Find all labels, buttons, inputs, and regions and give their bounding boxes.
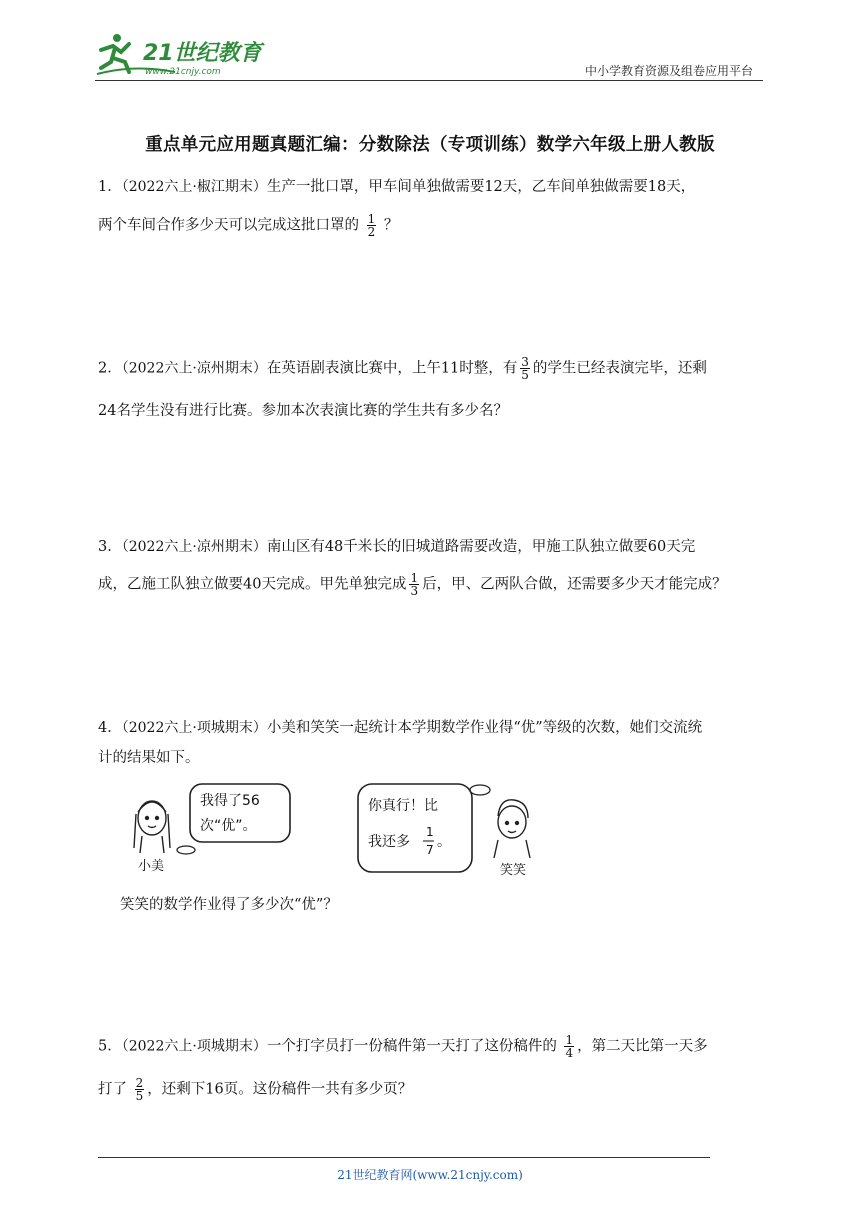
question-2-line-1: 2．（2022六上·凉州期末）在英语剧表演比赛中，上午11时整，有 $\frac{3}{5}$ 的学生已经表演完毕，还剩 [98,355,707,382]
bubble-2-line-1: 你真行！比 [368,798,438,814]
question-3-line-2: 成，乙施工队独立做要40天完成。甲先单独完成 $\frac{1}{3}$ 后，甲、乙两队合做，还需要多少天才能完成？ [98,571,727,598]
question-4-line-2: 计的结果如下。 [98,750,200,766]
platform-label: 中小学教育资源及组卷应用平台 [584,64,753,78]
bubble-2-frac-n: 1 [426,825,434,839]
fraction: $\frac{3}{5}$ [521,355,529,382]
fraction: $\frac{1}{4}$ [565,1033,574,1060]
name-xiaomei: 小美 [138,859,165,874]
question-5-line-1: 5．（2022六上·项城期末）一个打字员打一份稿件第一天打了这份稿件的 $\frac{1}{4}$ ，第二天比第一天多 [98,1033,708,1060]
logo-url: www.21cnjy.com [145,67,221,77]
page-title: 重点单元应用题真题汇编：分数除法（专项训练）数学六年级上册人教版 [145,135,715,155]
xiaoxiao-figure-icon [494,800,530,858]
question-1-line-2: 两个车间合作多少天可以完成这批口罩的 $\frac{1}{2}$ ？ [98,212,399,239]
question-4-line-1: 4．（2022六上·项城期末）小美和笑笑一起统计本学期数学作业得“优”等级的次数，她们交流统 [98,720,703,736]
bubble-2-frac-d: 7 [426,843,434,857]
page-header [95,30,763,82]
question-1-line-1: 1．（2022六上·椒江期末）生产一批口罩，甲车间单独做需要12天，乙车间单独做需要18天， [98,179,696,195]
header-divider [95,80,763,81]
footer-link[interactable]: 21世纪教育网(www.21cnjy.com) [337,1168,523,1182]
fraction: $\frac{1}{3}$ [410,571,419,598]
footer-divider [98,1157,710,1158]
name-xiaoxiao: 笑笑 [500,863,527,878]
logo-text: 21世纪教育 [143,41,262,66]
bubble-2-line-2-pre: 我还多 [368,834,410,850]
bubble-2-line-2-post: 。 [437,834,451,850]
bubble-1-line-2: 次“优”。 [200,818,257,834]
question-3-line-1: 3．（2022六上·凉州期末）南山区有48千米长的旧城道路需要改造，甲施工队独立做要60天完 [98,539,696,555]
logo [95,30,265,78]
xiaomei-figure-icon [134,801,170,853]
fraction: $\frac{1}{2}$ [367,212,376,239]
question-4-ask: 笑笑的数学作业得了多少次“优”？ [120,897,338,913]
bubble-1-line-1: 我得了56 [200,793,260,809]
dialogue-illustration [128,778,548,880]
question-2-line-2: 24名学生没有进行比赛。参加本次表演比赛的学生共有多少名？ [98,403,508,419]
fraction: $\frac{2}{5}$ [135,1076,144,1103]
question-5-line-2: 打了 $\frac{2}{5}$ ，还剩下16页。这份稿件一共有多少页？ [98,1076,413,1103]
